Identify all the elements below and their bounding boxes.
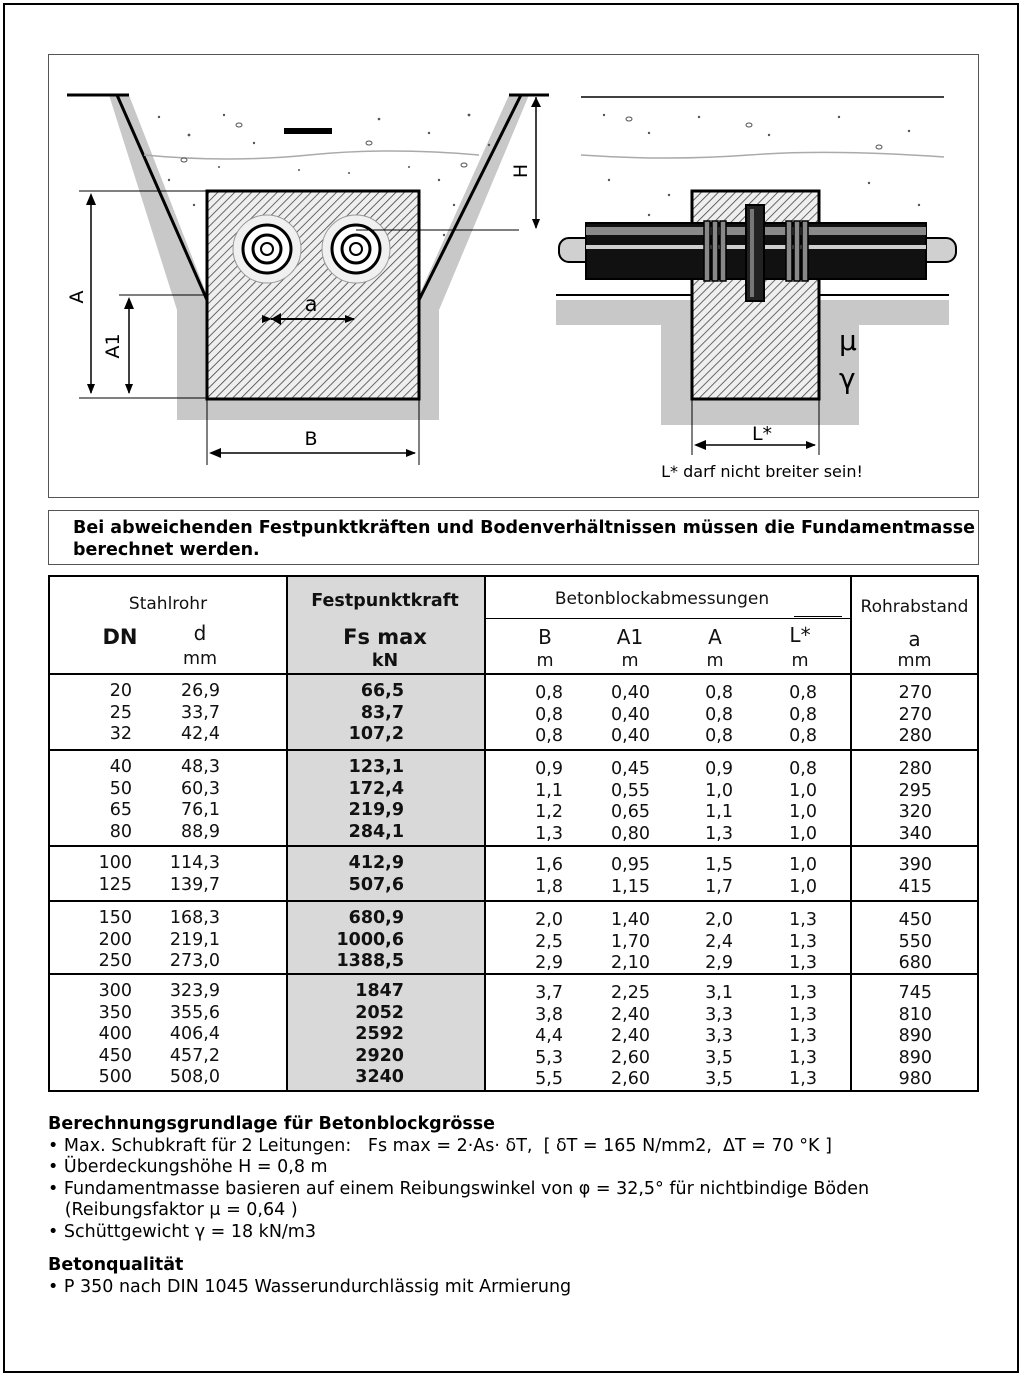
cell-a: 745 — [898, 983, 932, 1003]
cell-a1: 1,40 — [611, 910, 650, 930]
diagram-note: L* darf nicht breiter sein! — [661, 462, 863, 481]
cell-fs: 83,7 — [360, 702, 404, 723]
cell-l: 1,0 — [789, 855, 817, 875]
header-A: A — [708, 625, 722, 649]
cell-a: 3,5 — [705, 1047, 733, 1068]
header-betonblock: Betonblockabmessungen — [554, 589, 770, 609]
cell-b: 5,3 — [535, 1047, 563, 1068]
cell-d: 355,6 — [169, 1002, 220, 1023]
cell-a1: 2,10 — [611, 953, 650, 973]
cell-dn: 80 — [109, 821, 132, 842]
header-B: B — [538, 625, 552, 649]
cell-a: 280 — [898, 726, 932, 746]
cell-dn: 150 — [98, 908, 132, 928]
cell-dn: 500 — [98, 1067, 132, 1087]
cell-fs: 123,1 — [348, 757, 404, 777]
cell-d: 88,9 — [181, 821, 220, 842]
cell-b: 3,7 — [535, 983, 563, 1003]
cell-l: 0,8 — [789, 726, 817, 746]
cell-l: 1,3 — [789, 1069, 817, 1089]
cell-l: 1,3 — [789, 1004, 817, 1025]
cell-d: 168,3 — [169, 908, 220, 928]
cell-d: 323,9 — [169, 981, 220, 1001]
cell-l: 1,3 — [789, 910, 817, 930]
cell-dn: 350 — [98, 1002, 132, 1023]
header-A1: A1 — [616, 625, 644, 649]
header-B-unit: m — [536, 651, 554, 671]
cell-b: 2,5 — [535, 931, 563, 952]
cell-a: 2,9 — [705, 953, 733, 973]
cell-fs: 2920 — [355, 1045, 404, 1066]
foundation-diagram — [48, 54, 979, 498]
cell-dn: 40 — [109, 757, 132, 777]
cell-dn: 65 — [109, 800, 132, 820]
cell-fs: 172,4 — [348, 778, 404, 799]
cell-fs: 107,2 — [348, 724, 404, 744]
notice-box — [48, 510, 979, 565]
header-d-unit: mm — [182, 649, 218, 669]
cell-a1: 2,60 — [611, 1069, 650, 1089]
cell-a: 1,5 — [705, 855, 733, 875]
bullet-item: (Reibungsfaktor μ = 0,64 ) — [48, 1200, 298, 1220]
cell-b: 1,2 — [535, 802, 563, 822]
header-a: a — [908, 627, 921, 651]
cell-l: 1,3 — [789, 953, 817, 973]
header-festpunktkraft: Festpunktkraft — [311, 591, 459, 611]
label-H: H — [510, 163, 532, 179]
cell-a1: 0,65 — [611, 802, 650, 822]
cell-l: 0,8 — [789, 704, 817, 725]
header-A1-unit: m — [621, 651, 639, 671]
dimension-table — [48, 575, 979, 1092]
cell-l: 1,3 — [789, 1047, 817, 1068]
cell-b: 1,6 — [535, 855, 563, 875]
cell-a: 1,1 — [705, 802, 733, 822]
cell-a: 270 — [898, 683, 932, 703]
cell-b: 0,8 — [535, 683, 563, 703]
label-L-star: L* — [751, 423, 773, 445]
cell-d: 139,7 — [169, 874, 220, 895]
cell-a: 890 — [898, 1047, 932, 1068]
cell-a: 2,4 — [705, 931, 733, 952]
cell-d: 42,4 — [181, 724, 220, 744]
header-L: L* — [789, 623, 811, 647]
cell-a: 3,3 — [705, 1026, 733, 1046]
cell-a: 980 — [898, 1069, 932, 1089]
cell-b: 0,8 — [535, 704, 563, 725]
cell-a1: 0,95 — [611, 855, 650, 875]
header-rohrabstand: Rohrabstand — [860, 597, 969, 617]
cell-a: 270 — [898, 704, 932, 725]
cell-dn: 32 — [109, 724, 132, 744]
header-a-unit: mm — [897, 651, 932, 671]
cell-a: 280 — [898, 759, 932, 779]
cell-d: 60,3 — [181, 778, 220, 799]
cell-d: 26,9 — [181, 681, 220, 701]
label-a: a — [304, 292, 318, 316]
cell-a: 1,0 — [705, 780, 733, 801]
cell-l: 0,8 — [789, 683, 817, 703]
cell-dn: 50 — [109, 778, 132, 799]
header-fs-max: Fs max — [343, 625, 427, 649]
cross-section-left — [66, 95, 549, 465]
label-A: A — [66, 290, 88, 304]
longitudinal-section-right — [556, 97, 956, 481]
cell-dn: 250 — [98, 951, 132, 971]
cell-a1: 2,40 — [611, 1004, 650, 1025]
bullet-item: • P 350 nach DIN 1045 Wasserundurchlässig mit Armierung — [48, 1276, 572, 1297]
cell-fs: 412,9 — [348, 853, 404, 873]
cell-a: 3,3 — [705, 1004, 733, 1025]
cell-b: 0,9 — [535, 759, 563, 779]
bullet-item: • Schüttgewicht γ = 18 kN/m3 — [48, 1221, 316, 1242]
cell-fs: 219,9 — [348, 800, 404, 820]
cell-l: 1,0 — [789, 876, 817, 897]
pipe-left — [233, 215, 301, 283]
cell-fs: 2052 — [355, 1002, 404, 1023]
cell-dn: 450 — [98, 1045, 132, 1066]
cell-l: 1,3 — [789, 983, 817, 1003]
cell-fs: 3240 — [355, 1067, 404, 1087]
cell-fs: 507,6 — [348, 874, 404, 895]
cell-a: 390 — [898, 855, 932, 875]
cell-b: 3,8 — [535, 1004, 563, 1025]
cell-fs: 284,1 — [348, 821, 404, 842]
cell-a: 0,8 — [705, 704, 733, 725]
bullet-item: • Überdeckungshöhe H = 0,8 m — [48, 1157, 328, 1177]
cell-b: 4,4 — [535, 1026, 563, 1046]
cell-a1: 0,45 — [611, 759, 650, 779]
cell-dn: 25 — [109, 702, 132, 723]
header-A-unit: m — [706, 651, 724, 671]
cell-b: 5,5 — [535, 1069, 563, 1089]
cell-a: 1,3 — [705, 823, 733, 844]
label-A1: A1 — [102, 333, 124, 359]
cell-d: 76,1 — [181, 800, 220, 820]
cell-dn: 20 — [109, 681, 132, 701]
cell-a: 2,0 — [705, 910, 733, 930]
cell-a: 0,8 — [705, 726, 733, 746]
label-mu: μ — [839, 324, 857, 357]
cell-a1: 0,40 — [611, 683, 650, 703]
header-fs-unit: kN — [371, 651, 399, 671]
cell-l: 1,3 — [789, 1026, 817, 1046]
cell-a: 3,5 — [705, 1069, 733, 1089]
cell-l: 1,3 — [789, 931, 817, 952]
cell-a1: 0,40 — [611, 726, 650, 746]
cell-a: 550 — [898, 931, 932, 952]
cell-fs: 1847 — [355, 981, 404, 1001]
cell-b: 2,9 — [535, 953, 563, 973]
cell-d: 48,3 — [181, 757, 220, 777]
cell-fs: 66,5 — [360, 681, 404, 701]
heading-berechnungsgrundlage: Berechnungsgrundlage für Betonblockgrösse — [48, 1114, 496, 1134]
cell-a1: 2,60 — [611, 1047, 650, 1068]
cell-a1: 1,15 — [611, 876, 650, 897]
cell-a1: 0,80 — [611, 823, 650, 844]
cell-l: 1,0 — [789, 823, 817, 844]
header-stahlrohr: Stahlrohr — [128, 594, 208, 614]
cell-b: 1,8 — [535, 876, 563, 897]
cell-dn: 300 — [98, 981, 132, 1001]
cell-a: 3,1 — [705, 983, 733, 1003]
cell-l: 1,0 — [789, 802, 817, 822]
cell-a: 1,7 — [705, 876, 733, 897]
cell-l: 1,0 — [789, 780, 817, 801]
bullet-item: • Max. Schubkraft für 2 Leitungen: Fs max = 2·As· δT, [ δT = 165 N/mm2, ΔT = 70 °K ] — [48, 1135, 832, 1156]
cell-fs: 1000,6 — [336, 929, 404, 950]
cell-a: 415 — [898, 876, 932, 897]
cell-b: 2,0 — [535, 910, 563, 930]
cell-d: 406,4 — [169, 1024, 220, 1044]
pipe-right — [322, 215, 390, 283]
cell-a: 320 — [898, 802, 932, 822]
cell-a: 680 — [898, 953, 932, 973]
header-d: d — [193, 621, 207, 645]
cell-fs: 680,9 — [348, 908, 404, 928]
cell-a: 340 — [898, 823, 932, 844]
bullets-betonqualitaet — [48, 1277, 988, 1299]
cell-a1: 2,25 — [611, 983, 650, 1003]
cell-dn: 400 — [98, 1024, 132, 1044]
cell-dn: 100 — [98, 853, 132, 873]
bullets-berechnungsgrundlage — [48, 1136, 988, 1244]
cell-b: 1,3 — [535, 823, 563, 844]
cell-a: 0,9 — [705, 759, 733, 779]
cell-a1: 2,40 — [611, 1026, 650, 1046]
cell-fs: 2592 — [355, 1024, 404, 1044]
cell-a: 810 — [898, 1004, 932, 1025]
cell-d: 33,7 — [181, 702, 220, 723]
cell-dn: 125 — [98, 874, 132, 895]
cell-b: 1,1 — [535, 780, 563, 801]
cell-a: 450 — [898, 910, 932, 930]
cell-a: 890 — [898, 1026, 932, 1046]
heading-betonqualitaet: Betonqualität — [48, 1255, 184, 1275]
cell-a: 295 — [898, 780, 932, 801]
label-B: B — [304, 428, 318, 450]
cell-d: 273,0 — [169, 951, 220, 971]
cell-d: 508,0 — [169, 1067, 220, 1087]
calculation-basis — [48, 1114, 988, 1298]
cell-l: 0,8 — [789, 759, 817, 779]
cell-fs: 1388,5 — [336, 951, 404, 971]
cell-d: 219,1 — [169, 929, 220, 950]
bullet-item: • Fundamentmasse basieren auf einem Reibungswinkel von φ = 32,5° für nichtbindige Böden — [48, 1178, 870, 1199]
cell-d: 114,3 — [169, 853, 220, 873]
header-dn: DN — [102, 625, 138, 649]
cell-dn: 200 — [98, 929, 132, 950]
header-L-unit: m — [791, 651, 809, 671]
cell-a1: 0,40 — [611, 704, 650, 725]
diagram-svg — [49, 55, 980, 499]
cell-a1: 0,55 — [611, 780, 650, 801]
label-gamma: γ — [839, 362, 856, 395]
cell-d: 457,2 — [169, 1045, 220, 1066]
cell-b: 0,8 — [535, 726, 563, 746]
cell-a1: 1,70 — [611, 931, 650, 952]
cell-a: 0,8 — [705, 683, 733, 703]
notice-text: Bei abweichenden Festpunktkräften und Bodenverhältnissen müssen die Fundamentmasse berechnet werden. — [73, 518, 976, 560]
